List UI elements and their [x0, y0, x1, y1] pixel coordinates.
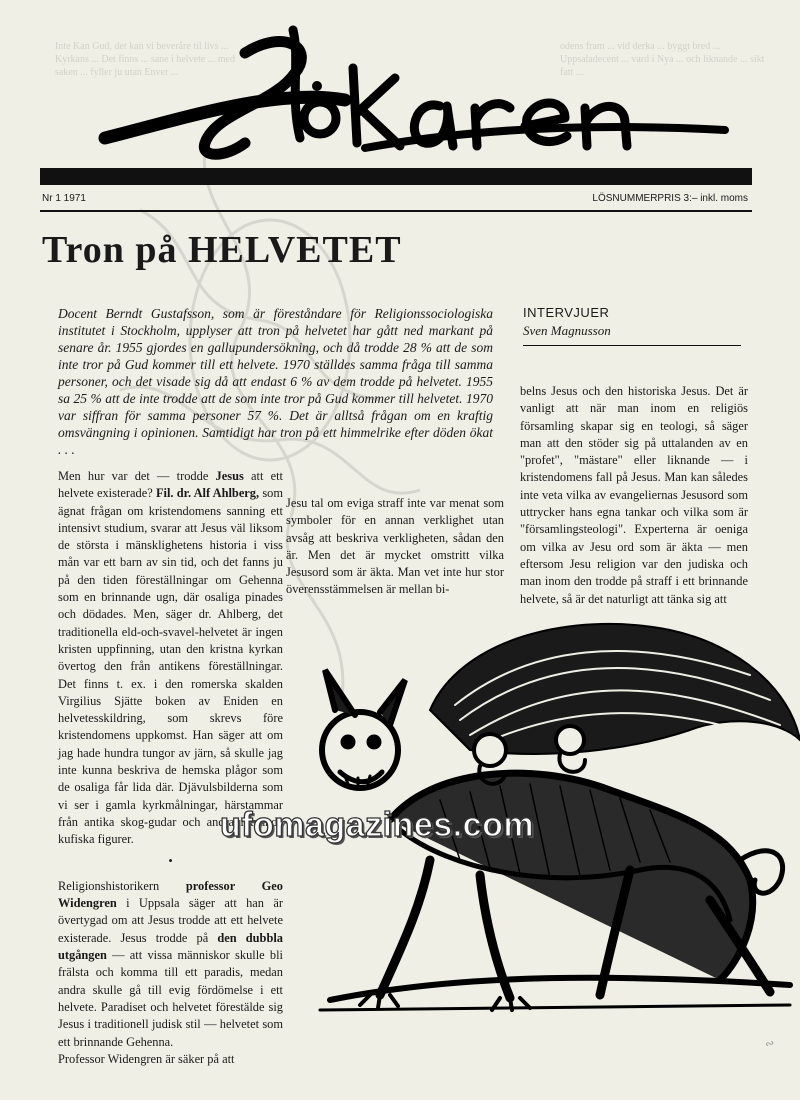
paragraph: belns Jesus och den historiska Jesus. Det är vanligt att när man inom en religiös församling skapar sig en teologi, så säger man att den stöder sig på uttalanden av en "profet", "mästare" eller liknande — i kristendomens fall på Jesus. Man kan således inte veta vilka av evangeliernas Jesusord som uttrycker hans egna tankar och vilka som är "församlingsteologi". Experterna är oeniga om vilka av Jesu ord som är äkta — men eftersom Jesu religion var den judiska och man inom den trodde på straff i ett brinnande helvete, så är det naturligt att tänka sig att [520, 384, 748, 606]
masthead-logo [95, 18, 735, 168]
interview-byline [523, 305, 748, 346]
body-column-2 [286, 495, 504, 599]
header-rule-thick [40, 168, 752, 185]
issue-number: Nr 1 1971 [42, 193, 86, 204]
text-run: Men hur var det — trodde [58, 469, 216, 483]
interview-author: Sven Magnusson [523, 323, 611, 338]
text-run: — att vissa människor skulle bli frälsta och komma till ett paradis, medan andra skulle gå till evig fördömelse i ett helvete. Paradiset och helvetet förestälde sig Jesus i traditionell judisk stil — helvetet som ett brinnande Gehenna. [58, 948, 283, 1049]
page-corner-mark: ∾ [763, 1036, 776, 1051]
article-intro: Docent Berndt Gustafsson, som är föreståndare för Religionssociologiska institutet i Stockholm, upplyser att tron på helvetet har gått ned markant på senare år. 1955 gjordes en gallupundersökning, och då trodde 28 % att de som inte tror på Gud kommer till ett helvete. 1970 ställdes samma fråga till samma personer, och det visade sig då att endast 6 % av dem trodde på helvetet. 1955 sa 25 % att de inte trodde att de som inte tror på Gud kommer till helvetet. 1970 var siffran för samma personer 57 %. Det är alltså frågan om en kraftig omsvängning i opinionen. Samtidigt har tron på ett himmelrike efter döden ökat . . . [58, 306, 493, 457]
text-run: Religionshistorikern [58, 878, 186, 893]
article-headline: Tron på HELVETET [42, 229, 402, 271]
text-run: att ett helvete existerade? [58, 469, 283, 501]
body-column-3 [520, 383, 748, 608]
watermark-text: ufomagazines.com [220, 806, 535, 844]
show-through-right: odens fram ... vid derka ... byggt bred ... Uppsaladecent ... vard i Nya ... och liknande ... sikt fatt ... [560, 41, 765, 78]
paragraph [58, 878, 283, 1051]
bold-run: Jesus [215, 469, 244, 483]
show-through-left: Inte Kan Gud, det kan vi beveråre til livs ... Kyrkans ... Det finns ... sane i helvete ... med saken ... fyller ju utan Enver ... [55, 41, 235, 78]
bold-run: den dubbla utgången [58, 930, 283, 963]
body-column-1 [58, 468, 283, 1068]
interview-label: INTERVJUER [523, 305, 610, 320]
paragraph: Jesu tal om eviga straff inte var menat som symboler för en annan verklighet utan avsåg att beskriva verkligheten, sådan den är. Men det är mycket omstritt vilka Jesusord som är äkta. Man vet inte hur stor överensstämmelsen är mellan bi- [286, 496, 504, 597]
bold-run: Fil. dr. Alf Ahlberg, [155, 486, 260, 501]
header-rule-thin [40, 210, 752, 212]
text-run: som ägnat frågan om kristendomens sanning ett intensivt studium, svarar att Jesus väl liksom de största i mänsklighetens historia i viss mån var ett barn av sin tid, och det fanns ju på den tiden föreställningar om Gehenna som en brinnande ugn, där osaliga pinades och dödades. Men, säger dr. Ahlberg, det traditionella eld-och-svavel-helvetet är ingen kristen uppfinning, utan den kristna kyrkan övertog den från antikens föreställningar. Det finns t. ex. i den romerska skalden Virgilius Sjätte boken av Eniden en helvetesskildring, som skrevs före kristendomens uppkomst. Han säger att om jag hade hundra tungor av järn, så skulle jag inte kunna beskriva de hemska plågor som de osaliga får lida där. Djävulsbilderna som vi ser i gamla kyrkmålningar, härstammar från antika skog-gudar och andra liknande kufiska figurer. [58, 486, 283, 847]
paragraph [58, 468, 283, 849]
bold-run: professor Geo Widengren [58, 878, 283, 911]
paragraph: Professor Widengren är säker på att [58, 1051, 235, 1066]
issue-price: LÖSNUMMERPRIS 3:– inkl. moms [592, 193, 748, 204]
section-bullet: • [168, 853, 173, 868]
byline-rule [523, 345, 741, 346]
text-run: i Uppsala säger att han är övertygad om att Jesus trodde att ett helvete existerade. Jesus trodde på [58, 896, 283, 945]
